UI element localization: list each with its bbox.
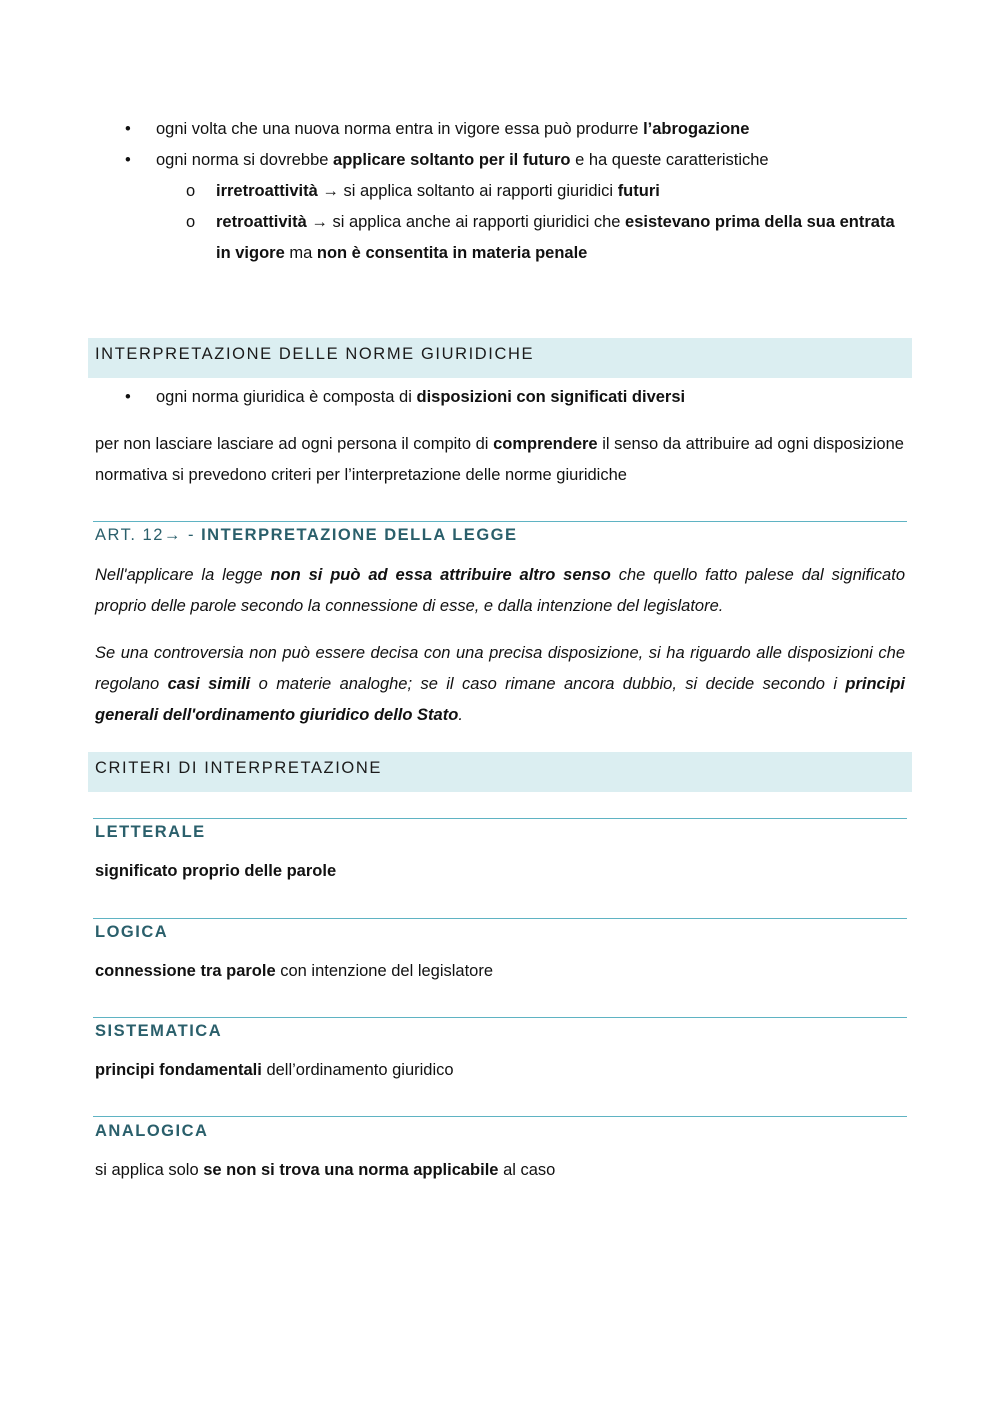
- criterion-text: principi fondamentali dell’ordinamento giuridico: [95, 1061, 454, 1079]
- criterion-text: connessione tra parole con intenzione del legislatore: [95, 962, 494, 980]
- bullet-icon: •: [125, 151, 131, 169]
- bullet-icon: •: [125, 120, 131, 138]
- divider: [93, 1116, 907, 1117]
- list-item-text: ogni norma giuridica è composta di disposizioni con significati diversi: [156, 388, 686, 406]
- article-heading: ART. 12→ - INTERPRETAZIONE DELLA LEGGE: [95, 526, 518, 544]
- criterion-heading-letterale: LETTERALE: [95, 823, 206, 841]
- section-header-criteri: [88, 752, 912, 792]
- list-item-text: ogni norma si dovrebbe applicare soltanto per il futuro e ha queste caratteristiche: [156, 151, 769, 169]
- list-item-text: ogni volta che una nuova norma entra in vigore essa può produrre l’abrogazione: [156, 120, 750, 138]
- article-paragraph: Se una controversia non può essere decisa con una precisa disposizione, si ha riguardo alle disposizioni che regolano casi simili o materie analoghe; se il caso rimane ancora dubbio, si decide secondo i principi generali dell'ordinamento giuridico dello Stato.: [95, 644, 905, 724]
- criterion-heading-sistematica: SISTEMATICA: [95, 1022, 223, 1040]
- sub-list-item-text: irretroattività → si applica soltanto ai rapporti giuridici futuri: [216, 182, 660, 200]
- sub-bullet-icon: o: [186, 182, 196, 200]
- criterion-heading-logica: LOGICA: [95, 923, 169, 941]
- bullet-icon: •: [125, 388, 131, 406]
- divider: [93, 818, 907, 819]
- sub-bullet-icon: o: [186, 213, 196, 231]
- section-title: CRITERI DI INTERPRETAZIONE: [95, 759, 382, 777]
- section-header-interpretazione: [88, 338, 912, 378]
- section-title: INTERPRETAZIONE DELLE NORME GIURIDICHE: [95, 345, 535, 363]
- divider: [93, 918, 907, 919]
- article-paragraph: Nell'applicare la legge non si può ad essa attribuire altro senso che quello fatto palese dal significato proprio delle parole secondo la connessione di esse, e dalla intenzione del legislatore.: [95, 566, 905, 615]
- criterion-heading-analogica: ANALOGICA: [95, 1122, 209, 1140]
- paragraph: per non lasciare lasciare ad ogni persona il compito di comprendere il senso da attribuire ad ogni disposizione normativa si prevedono criteri per l’interpretazione delle norme giuridiche: [95, 435, 904, 484]
- criterion-text: significato proprio delle parole: [95, 862, 337, 880]
- criterion-text: si applica solo se non si trova una norma applicabile al caso: [95, 1161, 556, 1179]
- sub-list-item-text: retroattività → si applica anche ai rapporti giuridici che esistevano prima della sua entrata in vigore ma non è consentita in materia penale: [216, 213, 895, 262]
